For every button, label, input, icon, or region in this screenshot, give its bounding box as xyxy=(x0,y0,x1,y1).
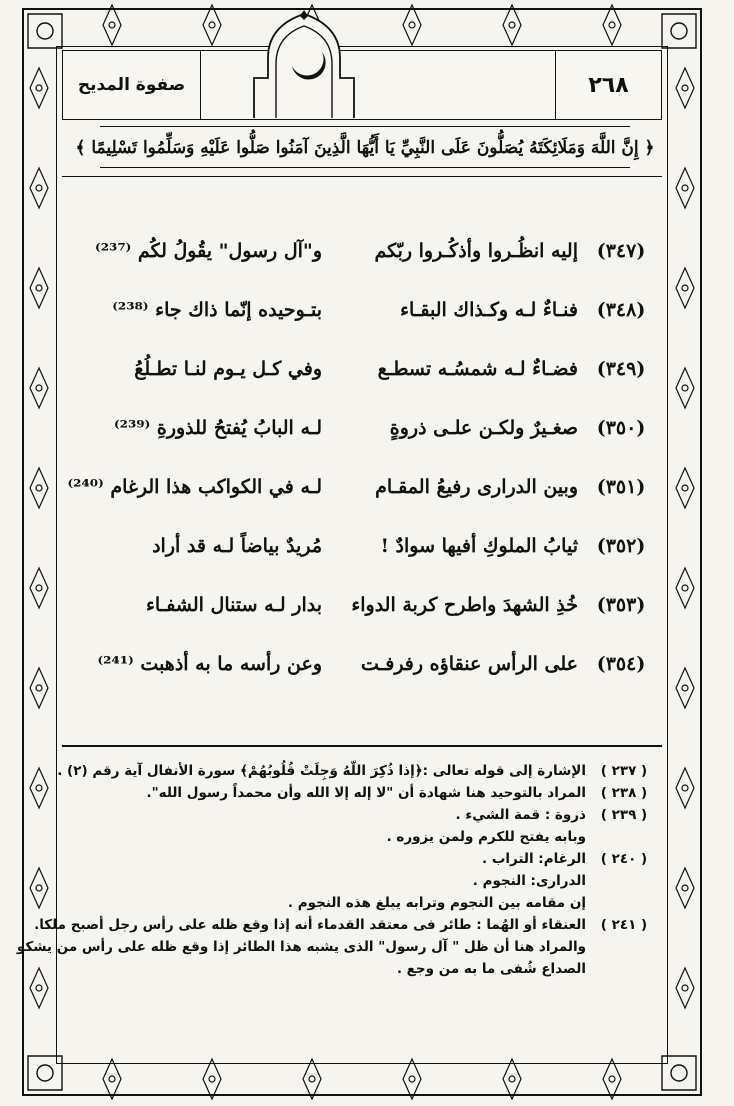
verse-number: (٣٤٧) xyxy=(596,240,646,262)
footnote xyxy=(62,804,662,848)
footnote xyxy=(57,760,662,782)
first-hemistich: على الرأس عنقاؤه رفرفـت xyxy=(361,653,578,675)
footnote-text: المراد بالتوحيد هنا شهادة أن "لا إله إلا الله وأن محمداً رسول الله". xyxy=(146,785,586,801)
second-hemistich: لـه البابُ يُفتحُ للذورةِ ⁽²³⁹⁾ xyxy=(113,417,322,439)
footnote xyxy=(62,848,662,914)
footnote xyxy=(62,782,662,804)
verse-number: (٣٥١) xyxy=(596,476,646,498)
verse-row xyxy=(62,464,662,523)
first-hemistich: ثيابُ الملوكِ أفيها سوادٌ ! xyxy=(380,535,578,557)
footnote xyxy=(16,914,662,980)
verse-row xyxy=(62,346,662,405)
verse-number: (٣٥٢) xyxy=(596,535,646,557)
first-hemistich: فنـاءٌ لـه وكـذاك البقـاء xyxy=(400,299,578,321)
footnote-number: ( ٢٤٠ ) xyxy=(600,851,648,867)
divider xyxy=(62,176,662,177)
footnote-text: العنقاء أو الهُما : طائر فى معتقد القدماء أنه إذا وقع ظله على رأس رجل أصبح ملكا. xyxy=(34,917,586,933)
second-hemistich: و"آل رسول" يقُولُ لكُم ⁽²³⁷⁾ xyxy=(95,240,322,262)
verse-row xyxy=(62,523,662,582)
footnotes xyxy=(16,760,662,980)
verse-row xyxy=(62,228,662,287)
second-hemistich: وفي كـل يـوم لنـا تطـلُعُ xyxy=(134,358,322,380)
second-hemistich: وعن رأسه ما به أذهبت ⁽²⁴¹⁾ xyxy=(97,653,322,675)
footnote-text: الصداع شُفى ما به من وجع . xyxy=(396,961,586,977)
book-title: صفوة المديح xyxy=(63,51,201,119)
footnote-number: ( ٢٣٨ ) xyxy=(600,785,648,801)
verse-number: (٣٥٣) xyxy=(596,594,646,616)
verse-number: (٣٤٩) xyxy=(596,358,646,380)
first-hemistich: وبين الدرارى رفيعُ المقـام xyxy=(375,476,578,498)
first-hemistich: إليه انظُـروا وأذكُـروا ربّكم xyxy=(374,240,578,262)
footnote-text: والمراد هنا أن ظل " آل رسول" الذى يشبه هذا الطائر إذا وقع ظله على رأس من يشكو xyxy=(16,939,586,955)
second-hemistich: بتـوحيده إنّما ذاك جاء ⁽²³⁸⁾ xyxy=(112,299,322,321)
first-hemistich: خُذِ الشهدَ واطرح كربة الدواء xyxy=(351,594,578,616)
first-hemistich: صغـيرٌ ولكـن علـى ذروةٍ xyxy=(389,417,578,439)
first-hemistich: فضـاءٌ لـه شمسُـه تسطـع xyxy=(377,358,578,380)
second-hemistich: لـه في الكواكب هذا الرغام ⁽²⁴⁰⁾ xyxy=(67,476,322,498)
verse-row xyxy=(62,641,662,700)
verse-row xyxy=(62,582,662,641)
second-hemistich: بدار لـه ستنال الشفـاء xyxy=(145,594,322,616)
verse-number: (٣٥٤) xyxy=(596,653,646,675)
verse-number: (٣٤٨) xyxy=(596,299,646,321)
footnote-number: ( ٢٣٧ ) xyxy=(600,763,648,779)
page-header xyxy=(62,50,662,120)
verse-row xyxy=(62,287,662,346)
footnote-separator xyxy=(62,745,662,747)
second-hemistich: مُريدٌ بياضاً لـه قد أراد xyxy=(152,535,322,557)
poem-verses xyxy=(62,228,662,700)
verse-row xyxy=(62,405,662,464)
footnote-number: ( ٢٤١ ) xyxy=(600,917,648,933)
footnote-text: ذروة : قمة الشيء . xyxy=(455,807,586,823)
footnote-text: وبابه يفتح للكرم ولمن يزوره . xyxy=(386,829,586,845)
footnote-text: إن مقامه بين النجوم وترابه يبلغ هذه النجوم . xyxy=(287,895,586,911)
footnote-text: الإشارة إلى قوله تعالى :﴿إذا ذُكِرَ اللّهُ وَجِلَتْ قُلُوبُهُمْ﴾ سورة الأنفال آية رقم (٢) . xyxy=(57,763,586,779)
page-number: ٢٦٨ xyxy=(555,51,661,119)
footnote-text: الدرارى: النجوم . xyxy=(472,873,586,889)
quran-verse-banner: ﴿ إِنَّ اللَّهَ وَمَلَائِكَتَهُ يُصَلُّونَ عَلَى النَّبِيِّ يَا أَيُّهَا الَّذِينَ آمَنُوا صَلُّوا عَلَيْهِ وَسَلِّمُوا تَسْلِيمًا ﴾ xyxy=(100,126,630,168)
footnote-text: الرغام: التراب . xyxy=(481,851,586,867)
crescent-arch-emblem xyxy=(248,8,360,118)
verse-number: (٣٥٠) xyxy=(596,417,646,439)
footnote-number: ( ٢٣٩ ) xyxy=(600,807,648,823)
